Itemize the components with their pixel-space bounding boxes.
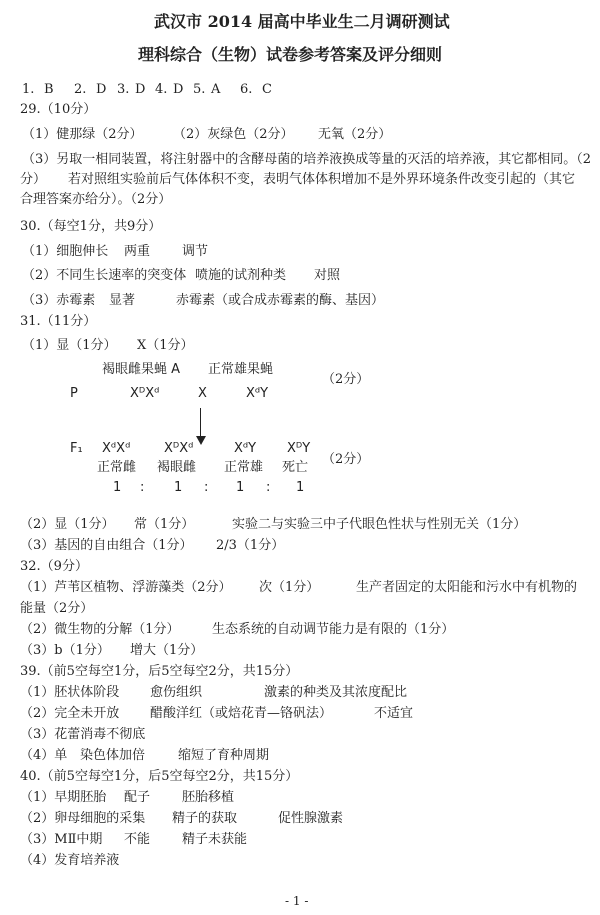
question-heading: 40.（前5空每空1分，后5空每空2分，共15分）: [20, 769, 299, 784]
answer-text: （3）b（1分）: [20, 643, 110, 658]
answer-text: 不能: [124, 832, 151, 847]
mc-answer: B: [44, 82, 54, 97]
answer-text: （1）早期胚胎: [20, 790, 107, 805]
cross-arrow-head: [196, 436, 206, 445]
answer-text: 不适宜: [374, 706, 414, 721]
answer-text: （2）完全未开放: [20, 706, 120, 721]
ratio-separator: :: [204, 480, 209, 495]
answer-text: （3）花蕾消毒不彻底: [20, 727, 146, 742]
parent-generation-label: P: [70, 386, 78, 401]
answer-text: 缩短了育种周期: [178, 748, 270, 763]
mc-answer: D: [96, 82, 107, 97]
answer-text: 醋酸洋红（或焙花青—铬矾法）: [150, 706, 333, 721]
answer-text: 促性腺激素: [278, 811, 344, 826]
answer-text: 配子: [124, 790, 151, 805]
answer-text: 生态系统的自动调节能力是有限的（1分）: [212, 622, 455, 637]
answer-text: 常（1分）: [134, 517, 195, 532]
answer-text: 实验二与实验三中子代眼色性状与性别无关（1分）: [232, 517, 527, 532]
answer-text: 无氧（2分）: [318, 127, 392, 142]
answer-text: 若对照组实验前后气体体积不变，表明气体体积增加不是外界环境条件改变引起的（其它: [68, 172, 576, 187]
answer-text: （1）健那绿（2分）: [22, 127, 143, 142]
answer-text: 显著: [109, 293, 136, 308]
cross-symbol: X: [198, 386, 207, 401]
answer-text: 分）: [20, 172, 47, 187]
answer-text: 次（1分）: [259, 580, 320, 595]
f1-genotype: XᴰXᵈ: [164, 441, 194, 456]
answer-text: （2）卵母细胞的采集: [20, 811, 146, 826]
ratio-separator: :: [266, 480, 271, 495]
ratio-value: 1: [174, 480, 183, 495]
answer-text: 对照: [314, 268, 341, 283]
f1-phenotype: 正常雌: [97, 460, 137, 475]
answer-text: （4）发育培养液: [20, 853, 120, 868]
question-heading: 30.（每空1分，共9分）: [20, 219, 162, 234]
ratio-value: 1: [113, 480, 122, 495]
answer-text: （2）灰绿色（2分）: [173, 127, 294, 142]
answer-text: 2/3（1分）: [216, 538, 285, 553]
answer-text: 喷施的试剂种类: [195, 268, 287, 283]
answer-text: （2）显（1分）: [20, 517, 115, 532]
page-subtitle: 理科综合（生物）试卷参考答案及评分细则: [138, 45, 443, 64]
score-note: （2分）: [322, 372, 370, 387]
f1-phenotype: 褐眼雌: [157, 460, 197, 475]
question-heading: 39.（前5空每空1分，后5空每空2分，共15分）: [20, 664, 299, 679]
page-number: - 1 -: [285, 894, 309, 908]
score-note: （2分）: [322, 452, 370, 467]
mc-answer: A: [211, 82, 221, 97]
f1-phenotype: 死亡: [282, 460, 309, 475]
parent-female-genotype: XᴰXᵈ: [130, 386, 160, 401]
f1-genotype: XᴰY: [287, 441, 311, 456]
answer-text: （1）细胞伸长: [22, 244, 109, 259]
answer-text: 激素的种类及其浓度配比: [264, 685, 408, 700]
question-heading: 29.（10分）: [20, 102, 97, 117]
question-heading: 31.（11分）: [20, 314, 97, 329]
answer-text: 精子的获取: [172, 811, 238, 826]
f1-phenotype: 正常雄: [224, 460, 264, 475]
answer-text: 染色体加倍: [80, 748, 146, 763]
page-title: 武汉市 2014 届高中毕业生二月调研测试: [154, 12, 450, 31]
answer-text: （3）MⅡ中期: [20, 832, 103, 847]
answer-text: （1）芦苇区植物、浮游藻类（2分）: [20, 580, 232, 595]
mc-number: 4.: [155, 82, 168, 97]
answer-text: （2）微生物的分解（1分）: [20, 622, 180, 637]
answer-text: 增大（1分）: [130, 643, 204, 658]
answer-text: （3）赤霉素: [22, 293, 96, 308]
mc-number: 1.: [22, 82, 35, 97]
mc-answer: D: [135, 82, 146, 97]
answer-text: 赤霉素（或合成赤霉素的酶、基因）: [176, 293, 385, 308]
mc-number: 6.: [240, 82, 253, 97]
ratio-value: 1: [236, 480, 245, 495]
answer-text: 合理答案亦给分）。（2分）: [20, 192, 172, 207]
answer-text: 两重: [124, 244, 151, 259]
ratio-separator: :: [140, 480, 145, 495]
answer-text: X（1分）: [137, 338, 194, 353]
mc-answer: C: [262, 82, 272, 97]
f1-genotype: XᵈY: [234, 441, 257, 456]
answer-text: 调节: [182, 244, 209, 259]
parent-female-label: 褐眼雌果蝇 A: [102, 362, 181, 377]
mc-number: 3.: [117, 82, 130, 97]
mc-number: 5.: [193, 82, 206, 97]
answer-text: 胚胎移植: [182, 790, 235, 805]
question-heading: 32.（9分）: [20, 559, 88, 574]
parent-male-label: 正常雄果蝇: [208, 362, 274, 377]
mc-answer: D: [173, 82, 184, 97]
f1-generation-label: F₁: [70, 441, 83, 456]
parent-male-genotype: XᵈY: [246, 386, 269, 401]
answer-text: 生产者固定的太阳能和污水中有机物的: [356, 580, 578, 595]
answer-text: （2）不同生长速率的突变体: [22, 268, 187, 283]
answer-text: （1）胚状体阶段: [20, 685, 120, 700]
answer-text: （3）另取一相同装置，将注射器中的含酵母菌的培养液换成等量的灭活的培养液，其它都相同。（2: [22, 152, 592, 167]
answer-text: （1）显（1分）: [22, 338, 117, 353]
answer-text: （4）单: [20, 748, 68, 763]
answer-text: （3）基因的自由组合（1分）: [20, 538, 193, 553]
answer-text: 能量（2分）: [20, 601, 94, 616]
f1-genotype: XᵈXᵈ: [102, 441, 131, 456]
ratio-value: 1: [296, 480, 305, 495]
mc-number: 2.: [74, 82, 87, 97]
answer-text: 愈伤组织: [150, 685, 203, 700]
answer-text: 精子未获能: [182, 832, 248, 847]
